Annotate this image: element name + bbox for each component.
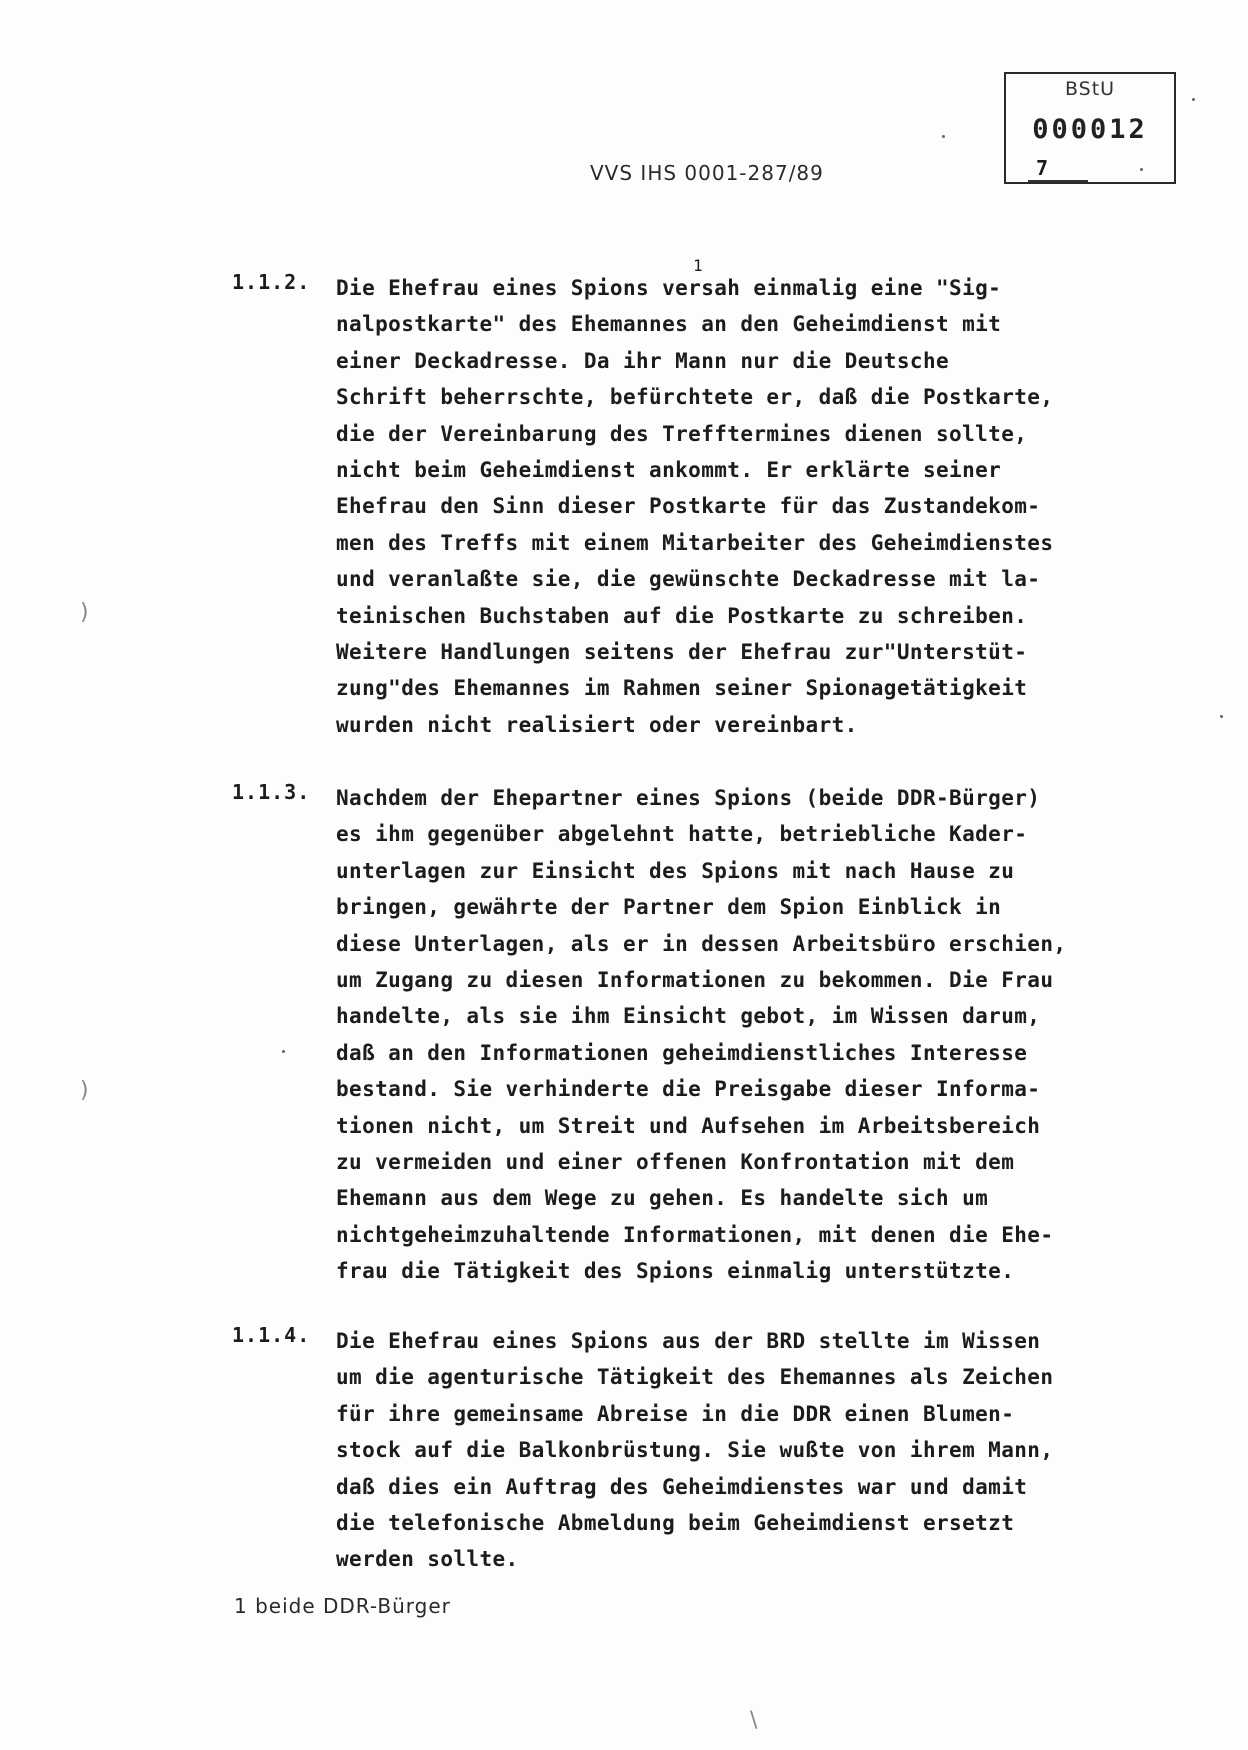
section-text: Die Ehefrau eines Spions versah einmalig eine "Sig- nalpostkarte" des Ehemannes an den Geheimdienst mit einer Deckadresse. Da ihr Mann nur die Deutsche Schrift beherrschte, befürchtete er, daß die Postkarte, die der Vereinbarung des Trefftermines dienen sollte, nicht beim Geheimdienst ankommt. Er erklärte seiner Ehefrau den Sinn dieser Postkarte für das Zustandekom- men des Treffs mit einem Mitarbeiter des Geheimdienstes und veranlaßte sie, die gewünschte Deckadresse mit la- teinischen Buchstaben auf die Postkarte zu schreiben. Weitere Handlungen seitens der Ehefrau zur"Unterstüt- zung"des Ehemannes im Rahmen seiner Spionagetätigkeit wurden nicht realisiert oder vereinbart. [336,276,1054,737]
stamp-underline [1028,180,1088,182]
scan-speck [942,135,945,138]
scan-speck [1192,98,1195,101]
footnote-text: 1 beide DDR-Bürger [234,1594,451,1618]
scan-speck [282,1050,285,1053]
footnote-marker: 1 [693,256,703,275]
scan-speck [1140,168,1143,171]
section-number: 1.1.2. [232,270,311,294]
scan-edge-mark: ) [80,600,89,625]
stamp-number: 000012 [1032,114,1148,145]
archive-stamp [1004,72,1176,184]
document-reference: VVS IHS 0001-287/89 [590,161,824,185]
section-text: Nachdem der Ehepartner eines Spions (beide DDR-Bürger) es ihm gegenüber abgelehnt hatte, betriebliche Kader- unterlagen zur Einsicht des Spions mit nach Hause zu bringen, gewährte der Partner dem Spion Einblick in diese Unterlagen, als er in dessen Arbeitsbüro erschien, um Zugang zu diesen Informationen zu bekommen. Die Frau handelte, als sie ihm Einsicht gebot, im Wissen darum, daß an den Informationen geheimdienstliches Interesse bestand. Sie verhinderte die Preisgabe dieser Informa- tionen nicht, um Streit und Aufsehen im Arbeitsbereich zu vermeiden und einer offenen Konfrontation mit dem Ehemann aus dem Wege zu gehen. Es handelte sich um nichtgeheimzuhaltende Informationen, mit denen die Ehe- frau die Tätigkeit des Spions einmalig unterstützte. [336,786,1067,1284]
stamp-page-number: 7 [1036,156,1049,180]
scan-edge-mark: ) [80,1078,89,1103]
scan-speck [1220,715,1223,718]
scan-edge-mark: \ [750,1708,758,1733]
section-number: 1.1.4. [232,1323,311,1347]
section-text: Die Ehefrau eines Spions aus der BRD stellte im Wissen um die agenturische Tätigkeit des Ehemannes als Zeichen für ihre gemeinsame Abreise in die DDR einen Blumen- stock auf die Balkonbrüstung. Sie wußte von ihrem Mann, daß dies ein Auftrag des Geheimdienstes war und damit die telefonische Abmeldung beim Geheimdienst ersetzt werden sollte. [336,1329,1054,1572]
section-number: 1.1.3. [232,780,311,804]
stamp-agency: BStU [1064,78,1116,100]
